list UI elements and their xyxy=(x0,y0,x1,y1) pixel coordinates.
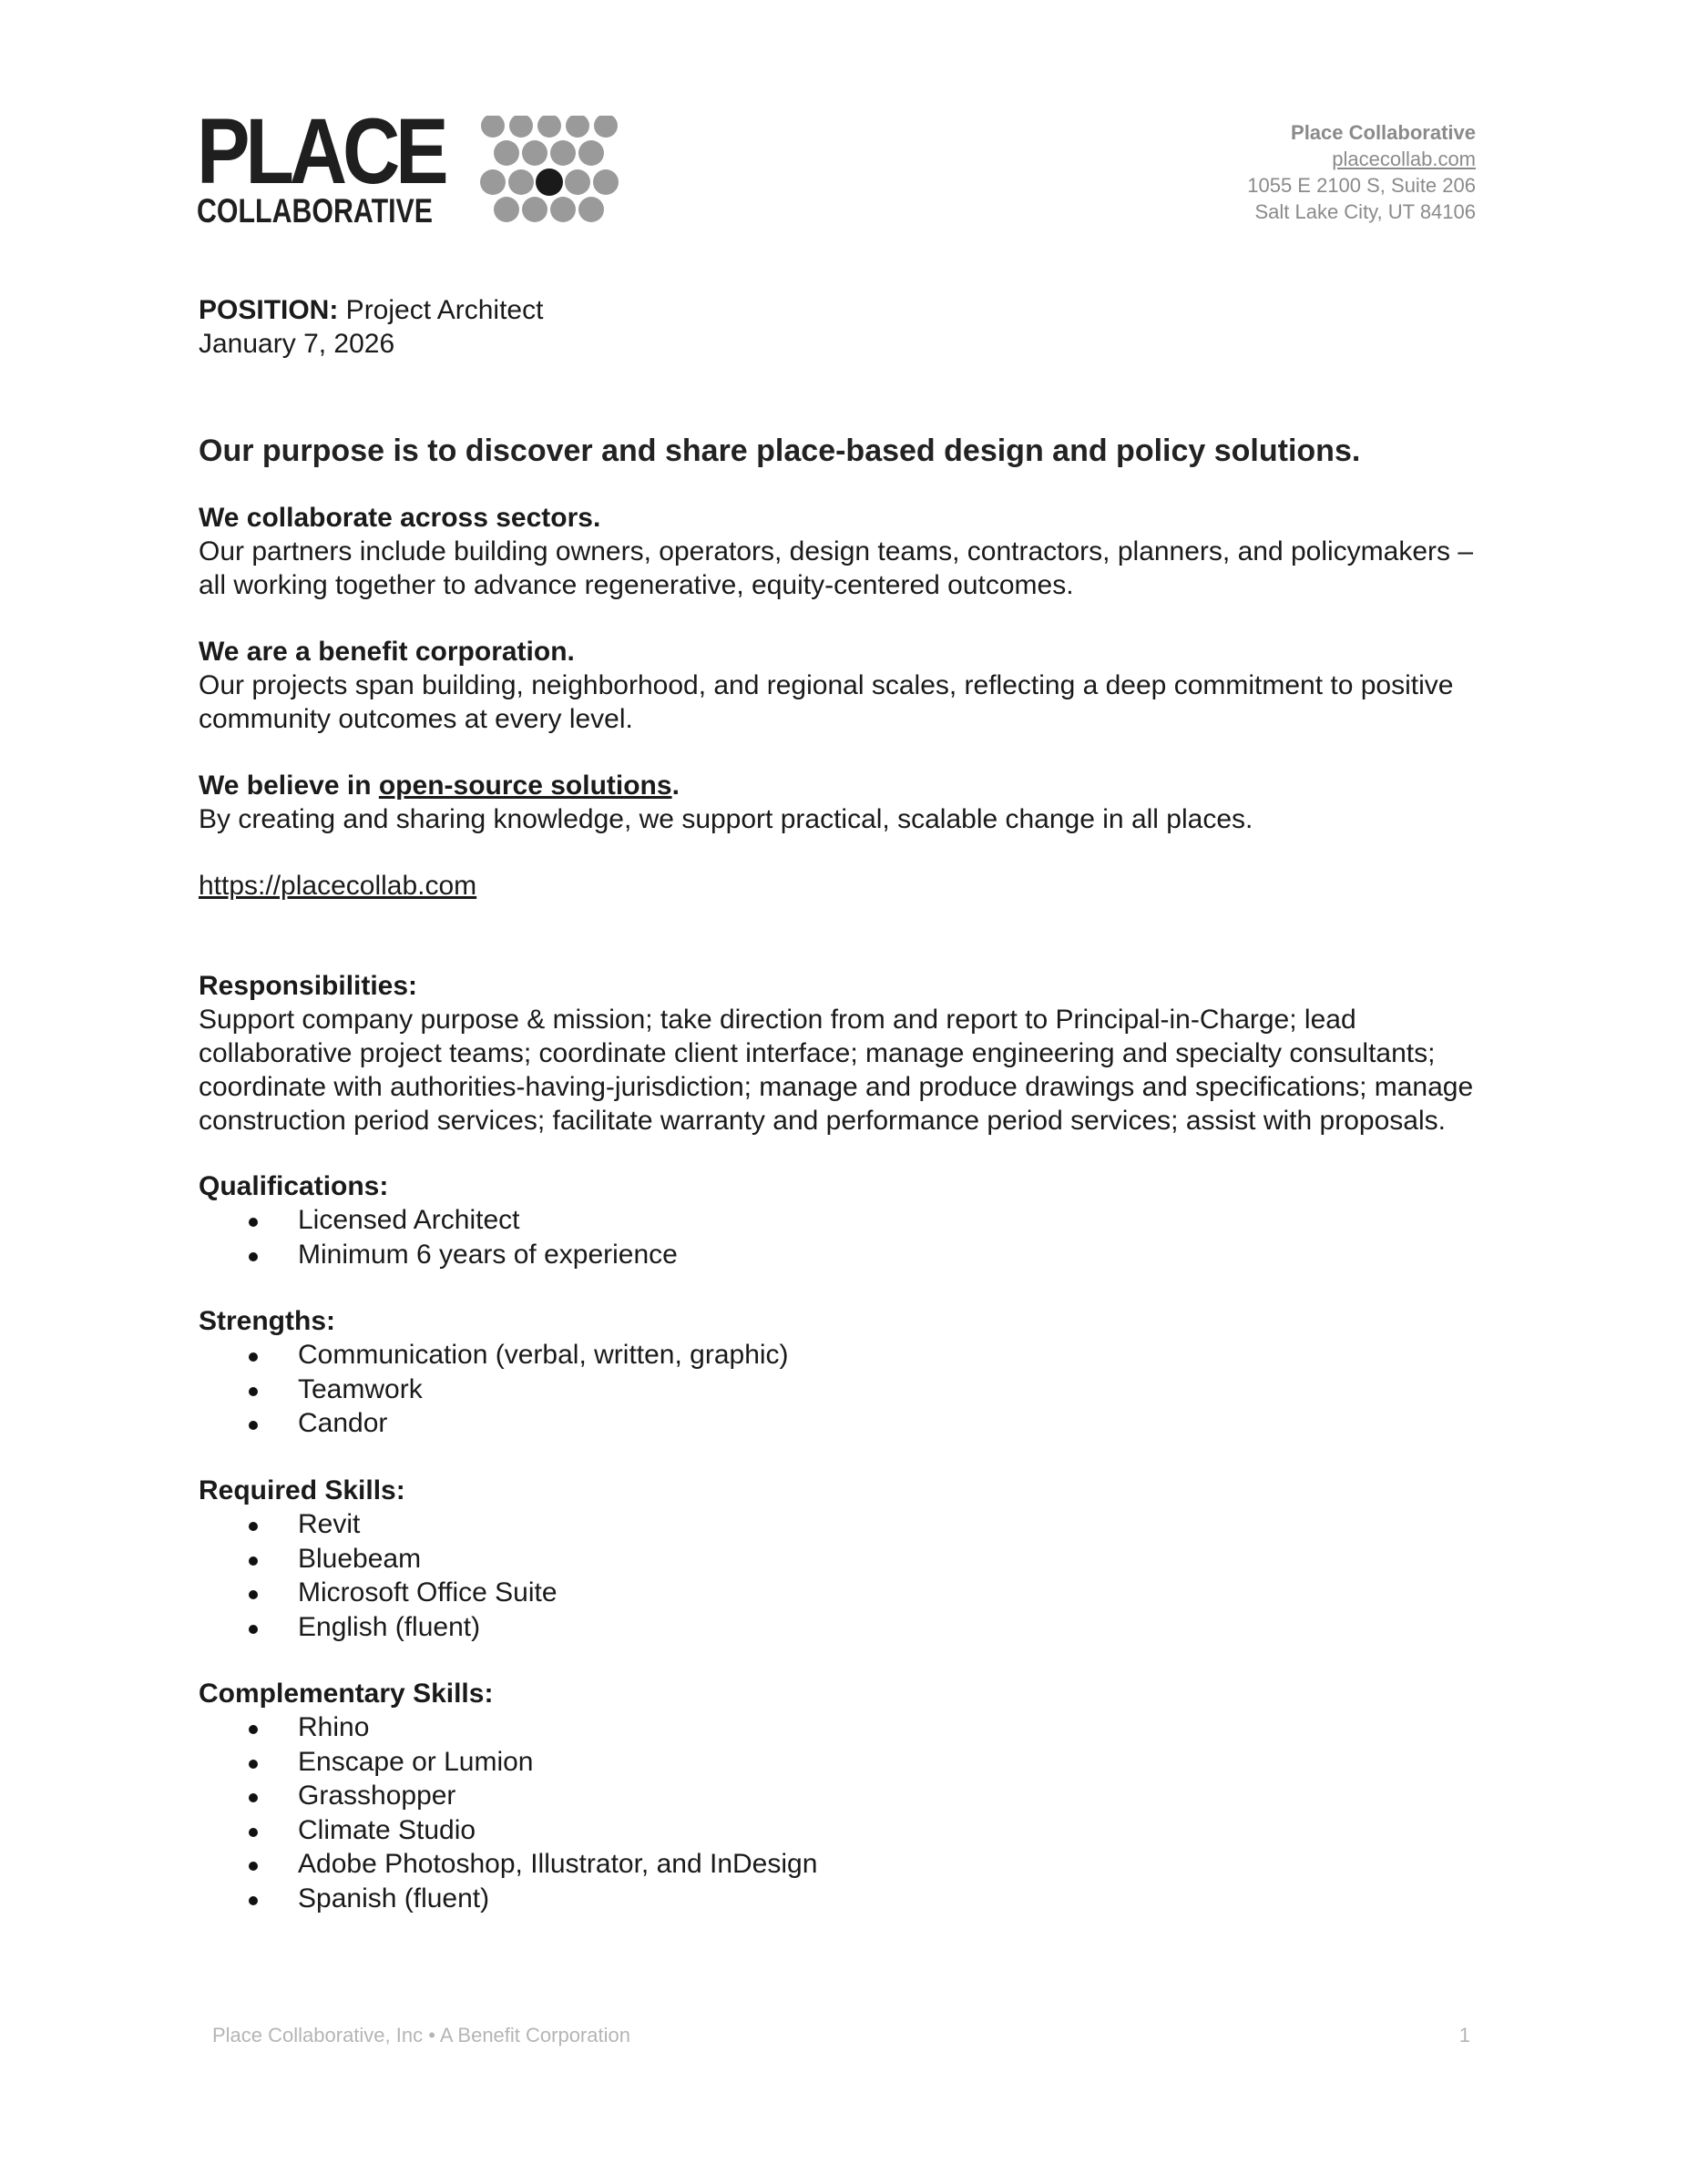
section-benefit xyxy=(199,635,1492,736)
section-text: community outcomes at every level. xyxy=(199,704,633,734)
bullet-icon xyxy=(249,1793,258,1802)
list-item: Climate Studio xyxy=(199,1813,1492,1848)
open-source-link[interactable]: open-source solutions xyxy=(378,771,672,801)
list-item: English (fluent) xyxy=(199,1610,1492,1645)
bullet-icon xyxy=(249,1522,258,1531)
footer-company-text: Place Collaborative, Inc • A Benefit Corporation xyxy=(212,2024,630,2046)
bullet-icon xyxy=(249,1625,258,1634)
logo-wordmark-place: PLACE xyxy=(197,99,445,203)
complementary-skills-list xyxy=(199,1710,1492,1915)
list-item: Adobe Photoshop, Illustrator, and InDesign xyxy=(199,1847,1492,1882)
required-skills-heading: Required Skills: xyxy=(199,1475,405,1505)
bullet-icon xyxy=(249,1760,258,1769)
bullet-icon xyxy=(249,1352,258,1362)
responsibilities-section xyxy=(199,969,1492,1138)
contact-block xyxy=(1247,119,1476,225)
list-item: Rhino xyxy=(199,1710,1492,1745)
complementary-skills-heading: Complementary Skills: xyxy=(199,1679,494,1709)
bullet-icon xyxy=(249,1725,258,1734)
position-block xyxy=(199,293,1492,361)
qualifications-list xyxy=(199,1203,1492,1271)
responsibilities-text: Support company purpose & mission; take direction from and report to Principal-in-Charge; lead xyxy=(199,1005,1356,1035)
list-item: Teamwork xyxy=(199,1373,1492,1407)
section-text: all working together to advance regenerative, equity-centered outcomes. xyxy=(199,570,1074,600)
logo-wordmark-collaborative: COLLABORATIVE xyxy=(197,192,434,230)
company-logo xyxy=(197,99,625,230)
list-item: Minimum 6 years of experience xyxy=(199,1238,1492,1272)
section-open-source xyxy=(199,769,1492,836)
position-label: POSITION: xyxy=(199,295,339,325)
list-item: Enscape or Lumion xyxy=(199,1745,1492,1780)
list-item: Communication (verbal, written, graphic) xyxy=(199,1338,1492,1373)
list-item: Candor xyxy=(199,1406,1492,1441)
list-item: Spanish (fluent) xyxy=(199,1882,1492,1916)
list-item: Licensed Architect xyxy=(199,1203,1492,1238)
bullet-icon xyxy=(249,1218,258,1227)
bullet-icon xyxy=(249,1421,258,1430)
required-skills-section xyxy=(199,1474,1492,1644)
section-text: Our projects span building, neighborhood, and regional scales, reflecting a deep commitment to positive xyxy=(199,670,1454,700)
bullet-icon xyxy=(249,1590,258,1599)
complementary-skills-section xyxy=(199,1677,1492,1915)
section-heading: We collaborate across sectors. xyxy=(199,503,601,533)
address-line-2: Salt Lake City, UT 84106 xyxy=(1254,200,1476,223)
strengths-section xyxy=(199,1304,1492,1441)
list-item: Bluebeam xyxy=(199,1542,1492,1577)
logo-dot-pattern-icon xyxy=(477,116,623,229)
qualifications-heading: Qualifications: xyxy=(199,1171,389,1201)
position-title: Project Architect xyxy=(338,295,544,325)
section-heading: We believe in open-source solutions. xyxy=(199,771,680,801)
list-item: Grasshopper xyxy=(199,1779,1492,1813)
required-skills-list xyxy=(199,1507,1492,1644)
responsibilities-text: coordinate with authorities-having-jurisdiction; manage and produce drawings and specifications; manage xyxy=(199,1072,1474,1102)
section-text: Our partners include building owners, operators, design teams, contractors, planners, and policymakers – xyxy=(199,536,1474,566)
footer-page-number: 1 xyxy=(1458,2024,1470,2046)
list-item: Revit xyxy=(199,1507,1492,1542)
responsibilities-text: construction period services; facilitate warranty and performance period services; assist with proposals. xyxy=(199,1106,1446,1136)
qualifications-section xyxy=(199,1169,1492,1271)
bullet-icon xyxy=(249,1252,258,1261)
section-collaborate xyxy=(199,501,1492,602)
bullet-icon xyxy=(249,1556,258,1566)
bullet-icon xyxy=(249,1896,258,1905)
responsibilities-text: collaborative project teams; coordinate client interface; manage engineering and specialty consultants; xyxy=(199,1038,1436,1068)
list-item: Microsoft Office Suite xyxy=(199,1576,1492,1610)
strengths-list xyxy=(199,1338,1492,1441)
company-name: Place Collaborative xyxy=(1291,121,1476,144)
bullet-icon xyxy=(249,1828,258,1837)
address-line-1: 1055 E 2100 S, Suite 206 xyxy=(1247,174,1476,197)
company-url-link[interactable]: https://placecollab.com xyxy=(199,871,477,901)
bullet-icon xyxy=(249,1387,258,1396)
purpose-heading: Our purpose is to discover and share place-based design and policy solutions. xyxy=(199,434,1361,468)
position-date: January 7, 2026 xyxy=(199,329,395,359)
section-text: By creating and sharing knowledge, we support practical, scalable change in all places. xyxy=(199,804,1253,834)
strengths-heading: Strengths: xyxy=(199,1306,335,1336)
website-link[interactable]: placecollab.com xyxy=(1332,148,1476,170)
bullet-icon xyxy=(249,1862,258,1871)
section-heading: We are a benefit corporation. xyxy=(199,637,575,667)
responsibilities-heading: Responsibilities: xyxy=(199,971,418,1001)
